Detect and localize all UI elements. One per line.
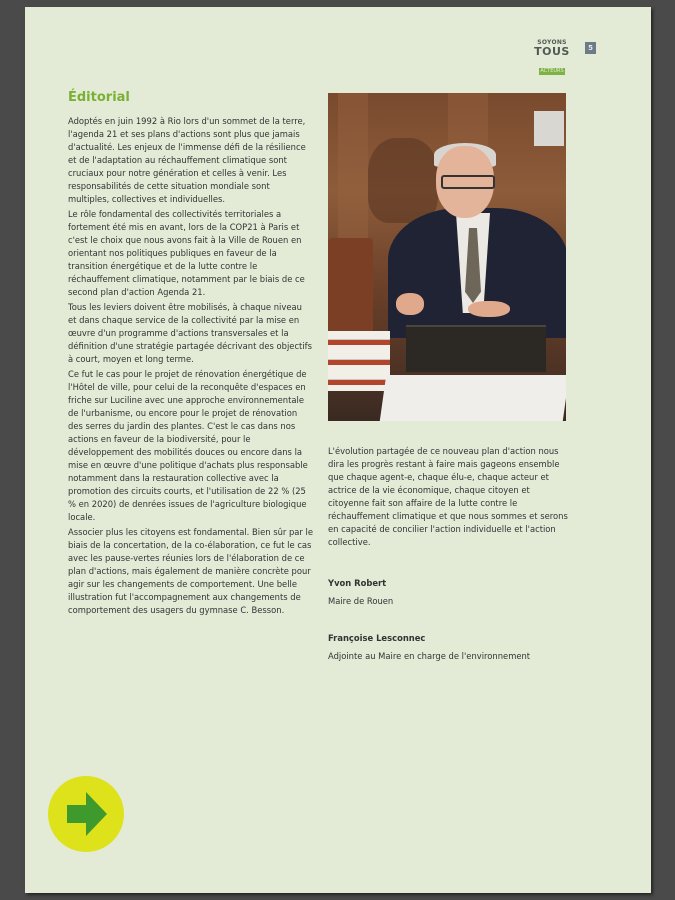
document-page <box>25 7 651 893</box>
page-number: 5 <box>585 42 596 54</box>
signature-role: Adjointe au Maire en charge de l'environnement <box>328 651 531 661</box>
logo-line-3: ACTEURS <box>540 68 564 74</box>
arrow-right-icon <box>48 776 124 852</box>
right-column-text <box>328 445 573 549</box>
paragraph: L'évolution partagée de ce nouveau plan d'action nous dira les progrès restant à faire mais gageons ensemble que chaque agent-e, chaque élu-e, chaque acteur et actrice de la vie économique, chaque citoyen et citoyenne fait son affaire de la lutte contre le réchauffement climatique et que nous sommes et serons en capacité de concilier l'action individuelle et l'action collective. <box>328 446 568 547</box>
page-title: Éditorial <box>68 90 130 105</box>
next-page-button[interactable] <box>48 776 124 852</box>
signature-name: Françoise Lesconnec <box>328 633 426 643</box>
signature-role: Maire de Rouen <box>328 596 394 606</box>
mayor-portrait-photo <box>328 93 566 421</box>
logo-line-1: SOYONS <box>537 39 567 46</box>
paragraph: Associer plus les citoyens est fondamental. Bien sûr par le biais de la concertation, de la co-élaboration, ce fut le cas avec les pause-vertes réunies lors de l'élaboration de ce plan d'actions, mais également de manière concrète pour agir sur les changements de comportement. Une belle illustration fut l'accompagnement aux changements de comportement des usagers du gymnase C. Besson. <box>68 527 314 615</box>
soyons-tous-acteurs-logo <box>532 39 572 73</box>
paragraph: Tous les leviers doivent être mobilisés, à chaque niveau et dans chaque service de la collectivité par la mise en œuvre d'un programme d'actions transversales et la définition d'une stratégie partagée décrivant des objectifs à court, moyen et long terme. <box>68 302 312 364</box>
left-column-text <box>68 115 313 619</box>
paragraph: Ce fut le cas pour le projet de rénovation énergétique de l'Hôtel de ville, pour celui de la reconquête d'espaces en friche sur Luciline avec une approche environnementale de l'urbanisme, ou encore pour le projet de rénovation des serres du jardin des plantes. C'est le cas dans nos actions en faveur de la biodiversité, pour le développement des mobilités douces ou encore dans la mise en œuvre d'une politique d'achats plus responsable notamment dans la restauration collective avec la promotion des circuits courts, et l'utilisation de 22 % (25 % en 2020) de denrées issues de l'agriculture biologique locale. <box>68 369 308 522</box>
paragraph: Adoptés en juin 1992 à Rio lors d'un sommet de la terre, l'agenda 21 et ses plans d'actions sont plus que jamais d'actualité. Les enjeux de l'immense défi de la résilience et de l'adaptation au réchauffement climatique sont cruciaux pour notre génération et celles à venir. Les responsabilités de cette situation mondiale sont multiples, collectives et individuelles. <box>68 116 306 204</box>
signature-name: Yvon Robert <box>328 578 387 588</box>
logo-line-2: TOUS <box>534 45 570 58</box>
paragraph: Le rôle fondamental des collectivités territoriales a fortement été mis en avant, lors de la COP21 à Paris et c'est le choix que nous avons fait à la Ville de Rouen en orientant nos politiques publiques en faveur de la transition énergétique et de la lutte contre le réchauffement climatique, notamment par le biais de ce second plan d'action Agenda 21. <box>68 209 305 297</box>
